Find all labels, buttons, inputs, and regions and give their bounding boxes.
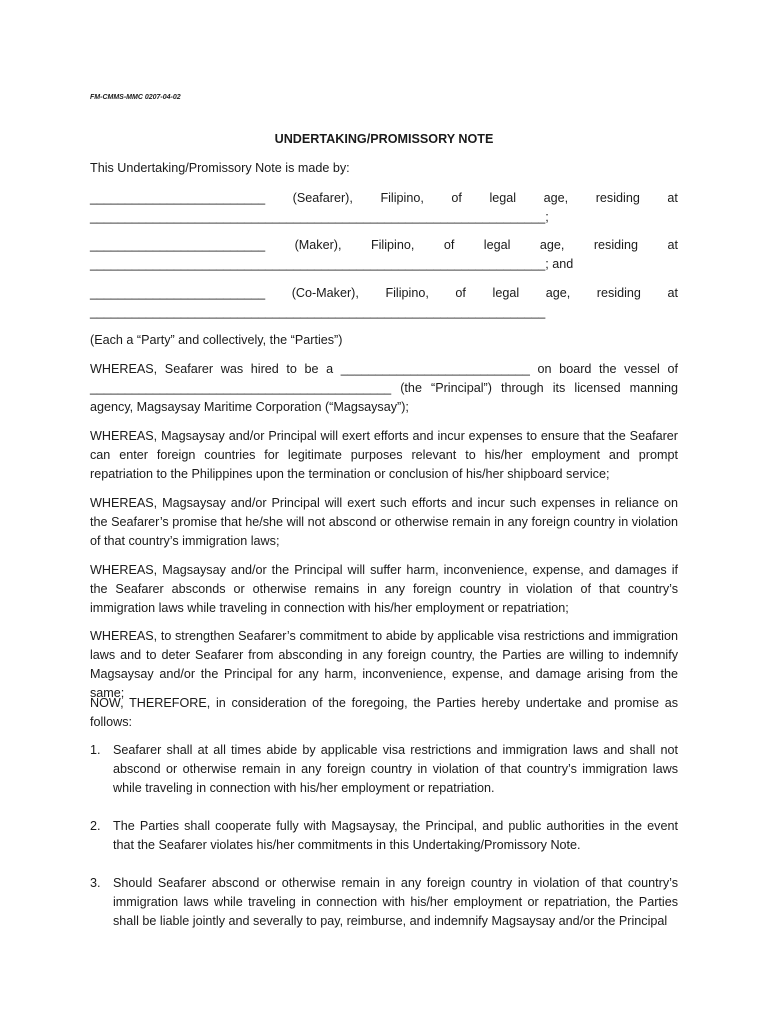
party-ending: ; and — [545, 257, 574, 271]
address-blank: _________________________________________________________________ — [90, 210, 546, 224]
party-nationality: Filipino, — [370, 238, 415, 252]
name-blank: _________________________ — [90, 191, 266, 205]
item-text: Should Seafarer abscond or otherwise remain in any foreign country in violation of that country’s immigration laws while traveling in connection with his/her employment or repatriation, the Parties shall be liable jointly and severally to pay, reimburse, and indemnify Magsaysay and/or the Principal — [113, 876, 678, 928]
party-word: residing — [595, 191, 640, 205]
party-seafarer — [90, 189, 678, 227]
item-text: The Parties shall cooperate fully with Magsaysay, the Principal, and public authorities in the event that the Seafarer violates his/her commitments in this Undertaking/Promissory Note. — [113, 819, 678, 852]
whereas-paragraph: WHEREAS, Magsaysay and/or the Principal will suffer harm, inconvenience, expense, and damages if the Seafarer absconds or otherwise remains in any foreign country in violation of that country’s immigration laws while traveling in connection with his/her employment or repatriation; — [90, 563, 678, 615]
party-co-maker — [90, 284, 678, 322]
party-word: of — [455, 286, 466, 300]
party-nationality: Filipino, — [380, 191, 424, 205]
list-item — [90, 741, 678, 798]
list-item — [90, 874, 678, 931]
form-code: FM-CMMS-MMC 0207-04-02 — [90, 94, 181, 101]
party-nationality: Filipino, — [385, 286, 429, 300]
document-title: UNDERTAKING/PROMISSORY NOTE — [274, 132, 494, 146]
whereas-paragraph: WHEREAS, Seafarer was hired to be a ___________________________ on board the vessel of ___________________________________________ (the “Principal”) through its licensed manning agency, Magsaysay Maritime Corporation (“Magsaysay”); — [90, 362, 678, 414]
intro-text: This Undertaking/Promissory Note is made by: — [90, 161, 350, 175]
party-word: age, — [545, 286, 571, 300]
whereas-paragraph: WHEREAS, Magsaysay and/or Principal will exert such efforts and incur such expenses in reliance on the Seafarer’s promise that he/she will not abscond or otherwise remain in any foreign country in violation of that country’s immigration laws; — [90, 496, 678, 548]
party-word: at — [667, 286, 678, 300]
party-word: age, — [543, 191, 569, 205]
address-blank: _________________________________________________________________ — [90, 257, 546, 271]
parties-note: (Each a “Party” and collectively, the “Parties”) — [90, 333, 343, 347]
party-word: legal — [483, 238, 511, 252]
party-word: at — [667, 238, 678, 252]
therefore-paragraph: NOW, THEREFORE, in consideration of the foregoing, the Parties hereby undertake and promise as follows: — [90, 696, 678, 729]
party-role: (Seafarer), — [292, 191, 353, 205]
name-blank: _________________________ — [90, 286, 266, 300]
party-word: of — [443, 238, 455, 252]
party-word: residing — [596, 286, 641, 300]
party-word: age, — [539, 238, 565, 252]
whereas-paragraph: WHEREAS, Magsaysay and/or Principal will exert efforts and incur expenses to ensure that the Seafarer can enter foreign countries for legitimate purposes relevant to his/her employment and prompt repatriation to the Philippines upon the termination or conclusion of his/her shipboard service; — [90, 429, 678, 481]
whereas-paragraph: WHEREAS, to strengthen Seafarer’s commitment to abide by applicable visa restrictions and immigration laws and to deter Seafarer from absconding in any foreign country, the Parties are willing to indemnify Magsaysay and/or the Principal for any harm, inconvenience, expense, and damage arising from the same; — [90, 629, 678, 700]
item-number: 3. — [90, 876, 101, 890]
party-word: of — [451, 191, 462, 205]
party-word: residing — [593, 238, 638, 252]
party-word: at — [667, 191, 678, 205]
address-blank: _________________________________________________________________ — [90, 305, 546, 319]
party-word: legal — [489, 191, 517, 205]
party-ending: ; — [545, 210, 549, 224]
party-maker — [90, 236, 678, 274]
item-text: Seafarer shall at all times abide by applicable visa restrictions and immigration laws and shall not abscond or otherwise remain in any foreign country in violation of that country’s immigration laws while traveling in connection with his/her employment or repatriation. — [113, 743, 678, 795]
party-role: (Maker), — [294, 238, 342, 252]
item-number: 2. — [90, 819, 101, 833]
list-item — [90, 817, 678, 855]
party-word: legal — [492, 286, 520, 300]
name-blank: _________________________ — [90, 238, 266, 252]
item-number: 1. — [90, 743, 101, 757]
party-role: (Co-Maker), — [291, 286, 359, 300]
